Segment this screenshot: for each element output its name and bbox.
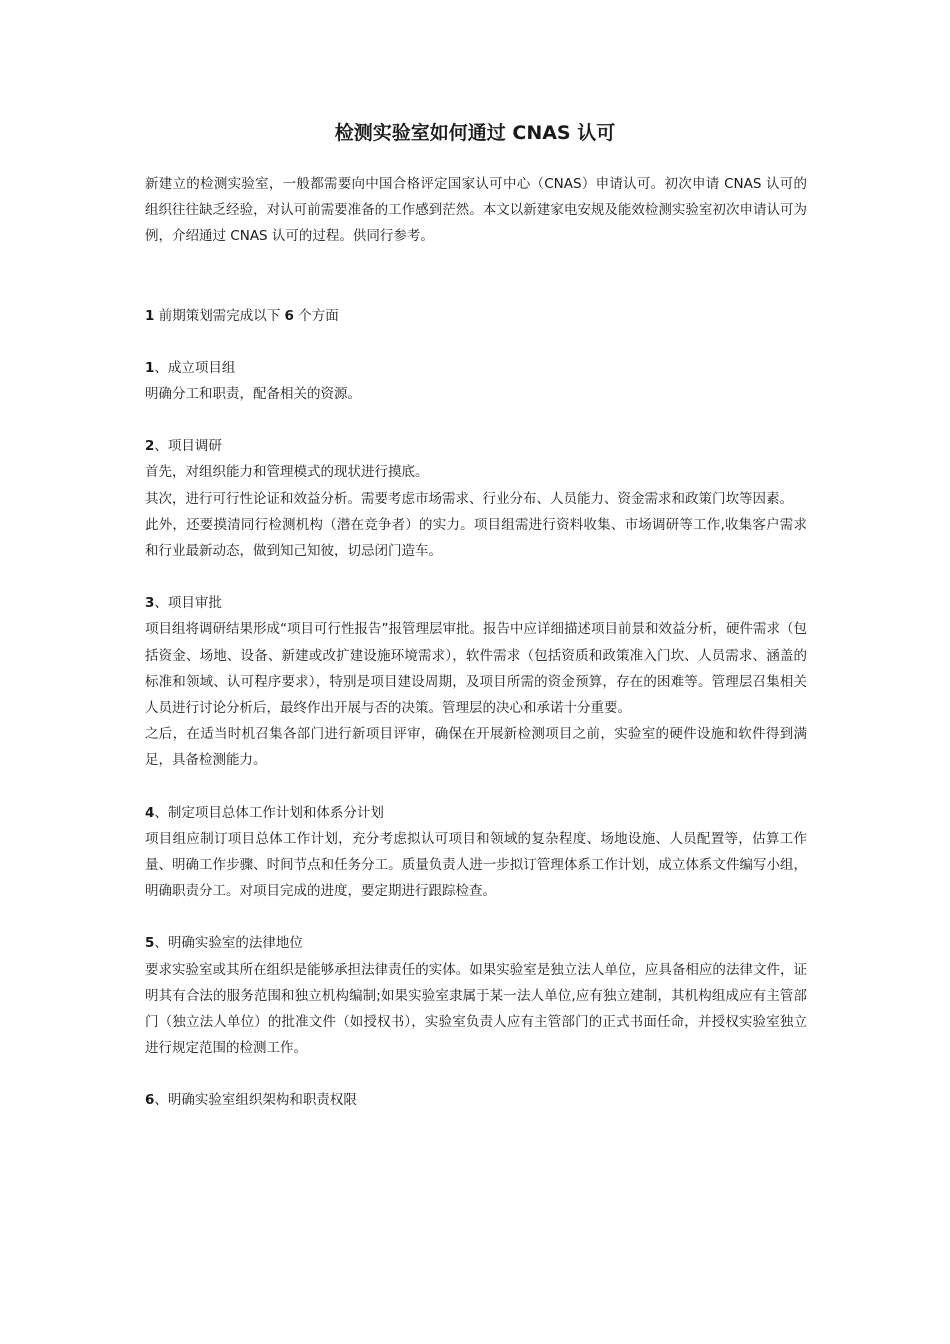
item-heading bbox=[145, 800, 807, 826]
item-number: 5 bbox=[145, 935, 155, 952]
item-paragraph: 项目组应制订项目总体工作计划，充分考虑拟认可项目和领域的复杂程度、场地设施、人员配置等，估算工作量、明确工作步骤、时间节点和任务分工。质量负责人进一步拟订管理体系工作计划，成立体系文件编写小组，明确职责分工。对项目完成的进度，要定期进行跟踪检查。 bbox=[145, 830, 807, 900]
item-number: 6 bbox=[145, 1092, 155, 1109]
item-title: 、明确实验室的法律地位 bbox=[154, 935, 303, 952]
item-title: 、项目调研 bbox=[154, 438, 222, 455]
item-paragraph: 要求实验室或其所在组织是能够承担法律责任的实体。如果实验室是独立法人单位，应具备相应的法律文件，证明其有合法的服务范围和独立机构编制;如果实验室隶属于某一法人单位,应有独立建制，其机构组成应有主管部门（独立法人单位）的批准文件（如授权书），实验室负责人应有主管部门的正式书面任命，并授权实验室独立进行规定范围的检测工作。 bbox=[145, 961, 807, 1057]
item-title: 、项目审批 bbox=[154, 595, 222, 612]
item-heading bbox=[145, 355, 807, 381]
item-number: 3 bbox=[145, 595, 155, 612]
document-title: 检测实验室如何通过 CNAS 认可 bbox=[334, 122, 616, 144]
part-count: 6 bbox=[284, 307, 294, 324]
part-text-after: 个方面 bbox=[293, 307, 339, 324]
item-paragraph: 其次，进行可行性论证和效益分析。需要考虑市场需求、行业分布、人员能力、资金需求和政策门坎等因素。 bbox=[145, 490, 793, 507]
item-paragraph: 此外，还要摸清同行检测机构（潜在竞争者）的实力。项目组需进行资料收集、市场调研等工作,收集客户需求和行业最新动态，做到知己知彼，切忌闭门造车。 bbox=[145, 516, 807, 560]
item-paragraph: 明确分工和职责，配备相关的资源。 bbox=[145, 386, 361, 403]
part-text-before: 前期策划需完成以下 bbox=[154, 307, 285, 324]
item-heading bbox=[145, 433, 807, 459]
item-title: 、制定项目总体工作计划和体系分计划 bbox=[154, 804, 384, 821]
item-heading bbox=[145, 930, 807, 956]
item-heading bbox=[145, 590, 807, 616]
item-heading bbox=[145, 1087, 807, 1113]
item-paragraph: 首先，对组织能力和管理模式的现状进行摸底。 bbox=[145, 464, 429, 481]
part-number: 1 bbox=[145, 307, 155, 324]
item-number: 1 bbox=[145, 359, 155, 376]
item-paragraph: 项目组将调研结果形成“项目可行性报告”报管理层审批。报告中应详细描述项目前景和效益分析，硬件需求（包括资金、场地、设备、新建或改扩建设施环境需求），软件需求（包括资质和政策准入门坎、人员需求、涵盖的标准和领域、认可程序要求），特别是项目建设周期，及项目所需的资金预算，存在的困难等。管理层召集相关人员进行讨论分析后，最终作出开展与否的决策。管理层的决心和承诺十分重要。 bbox=[145, 621, 807, 717]
item-number: 2 bbox=[145, 438, 155, 455]
item-paragraph: 之后，在适当时机召集各部门进行新项目评审，确保在开展新检测项目之前，实验室的硬件设施和软件得到满足，具备检测能力。 bbox=[145, 726, 807, 769]
item-title: 、成立项目组 bbox=[154, 359, 236, 376]
intro-paragraph: 新建立的检测实验室，一般都需要向中国合格评定国家认可中心（CNAS）申请认可。初次申请 CNAS 认可的组织往往缺乏经验，对认可前需要准备的工作感到茫然。本文以新建家电安规及能效检测实验室初次申请认可为例，介绍通过 CNAS 认可的过程。供同行参考。 bbox=[145, 176, 807, 245]
part-heading bbox=[145, 303, 807, 329]
item-title: 、明确实验室组织架构和职责权限 bbox=[154, 1092, 357, 1109]
document-body bbox=[145, 171, 807, 1114]
item-number: 4 bbox=[145, 804, 155, 821]
